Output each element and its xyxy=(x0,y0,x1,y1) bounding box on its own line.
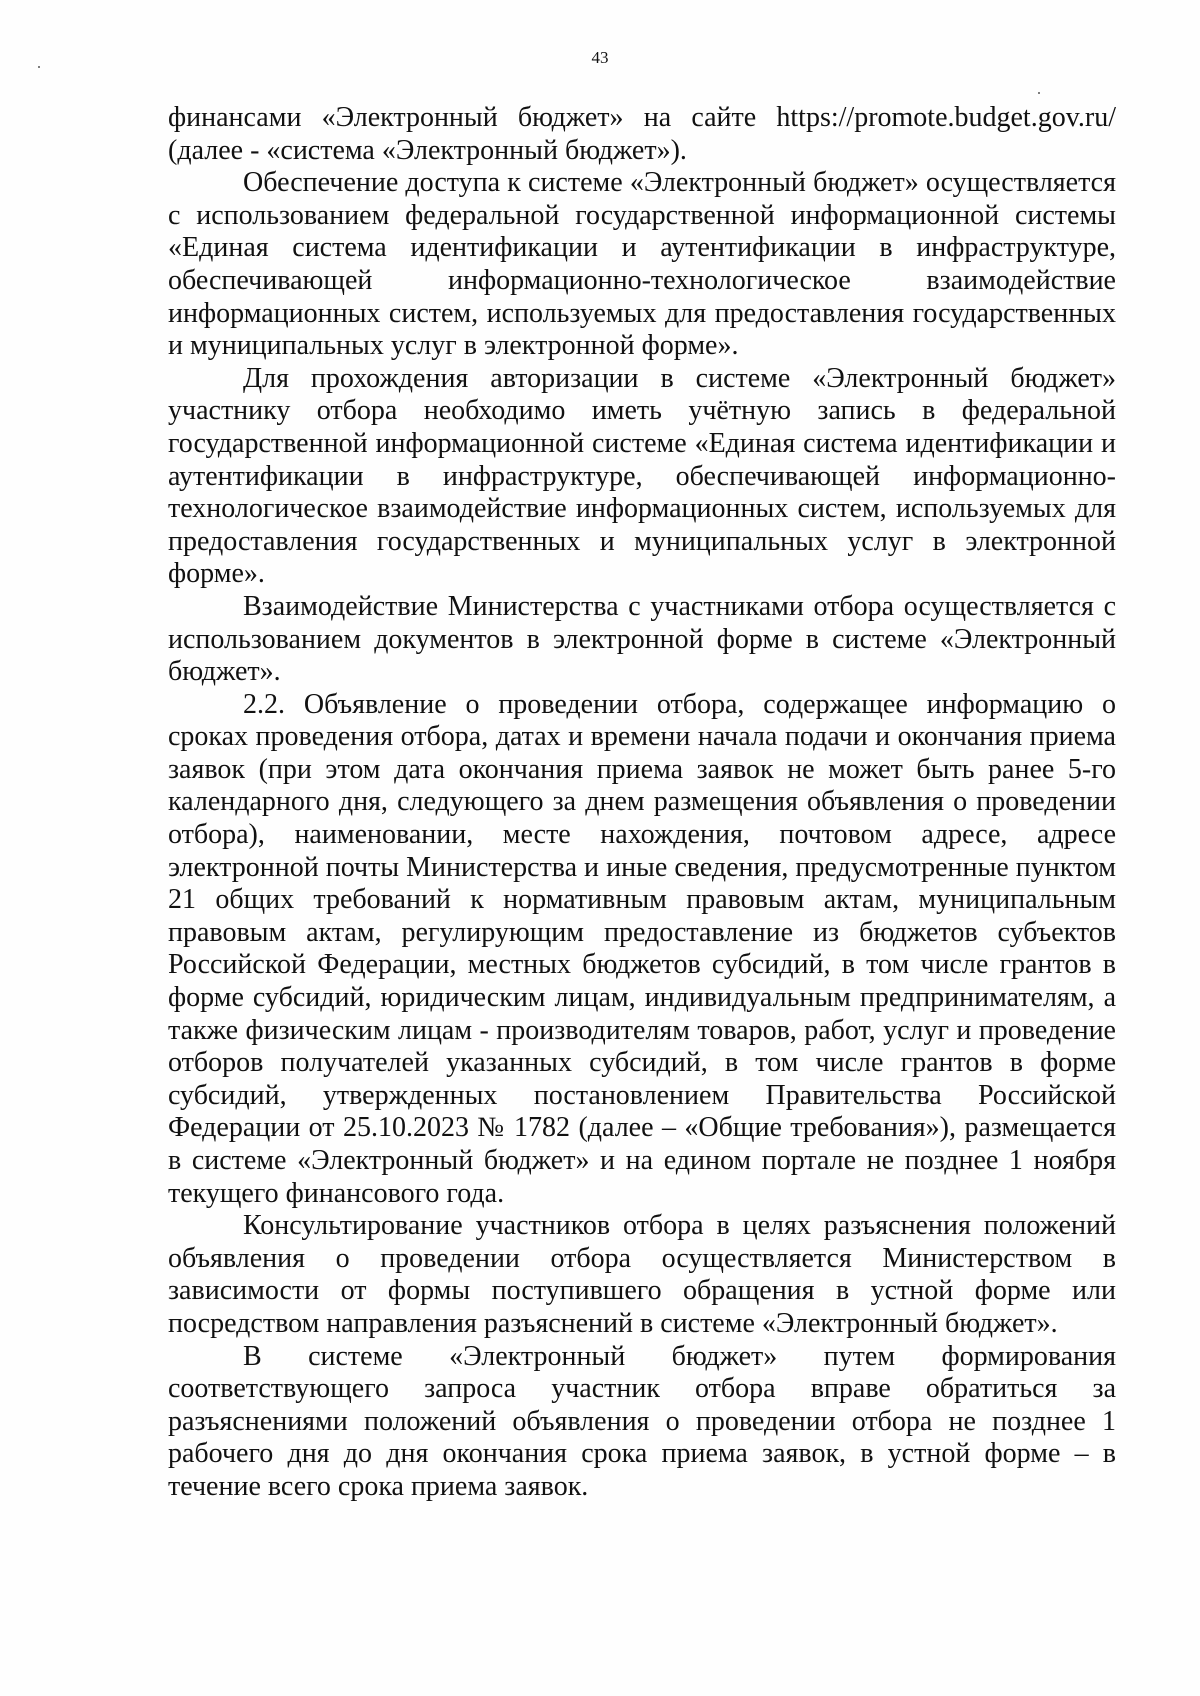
page-number: 43 xyxy=(591,48,609,67)
document-body xyxy=(168,102,1116,1504)
paragraph: В системе «Электронный бюджет» путем формирования соответствующего запроса участник отбора вправе обратиться за разъяснениями положений объявления о проведении отбора не позднее 1 рабочего дня до дня окончания срока приема заявок, в устной форме – в течение всего срока приема заявок. xyxy=(168,1340,1116,1502)
paragraph: Обеспечение доступа к системе «Электронный бюджет» осуществляется с использованием федеральной государственной информационной системы «Единая система идентификации и аутентификации в инфраструктуре, обеспечивающей информационно-технологическое взаимодействие информационных систем, используемых для предоставления государственных и муниципальных услуг в электронной форме». xyxy=(168,167,1116,362)
paragraph: Консультирование участников отбора в целях разъяснения положений объявления о проведении отбора осуществляется Министерством в зависимости от формы поступившего обращения в устной форме или посредством направления разъяснений в системе «Электронный бюджет». xyxy=(168,1210,1116,1339)
paragraph: Для прохождения авторизации в системе «Электронный бюджет» участнику отбора необходимо иметь учётную запись в федеральной государственной информационной системе «Единая система идентификации и аутентификации в инфраструктуре, обеспечивающей информационно-технологическое взаимодействие информационных систем, используемых для предоставления государственных и муниципальных услуг в электронной форме». xyxy=(168,362,1116,590)
paragraph: 2.2. Объявление о проведении отбора, содержащее информацию о сроках проведения отбора, датах и времени начала подачи и окончания приема заявок (при этом дата окончания приема заявок не может быть ранее 5-го календарного дня, следующего за днем размещения объявления о проведении отбора), наименовании, месте нахождения, почтовом адресе, адресе электронной почты Министерства и иные сведения, предусмотренные пунктом 21 общих требований к нормативным правовым актам, муниципальным правовым актам, регулирующим предоставление из бюджетов субъектов Российской Федерации, местных бюджетов субсидий, в том числе грантов в форме субсидий, юридическим лицам, индивидуальным предпринимателям, а также физическим лицам - производителям товаров, работ, услуг и проведение отборов получателей указанных субсидий, в том числе грантов в форме субсидий, утвержденных постановлением Правительства Российской Федерации от 25.10.2023 № 1782 (далее – «Общие требования»), размещается в системе «Электронный бюджет» и на едином портале не позднее 1 ноября текущего финансового года. xyxy=(168,688,1116,1209)
paragraph: финансами «Электронный бюджет» на сайте https://promote.budget.gov.ru/ (далее - «система «Электронный бюджет»). xyxy=(168,102,1116,166)
scan-speck xyxy=(1038,92,1040,94)
paragraph: Взаимодействие Министерства с участниками отбора осуществляется с использованием документов в электронной форме в системе «Электронный бюджет». xyxy=(168,590,1116,688)
